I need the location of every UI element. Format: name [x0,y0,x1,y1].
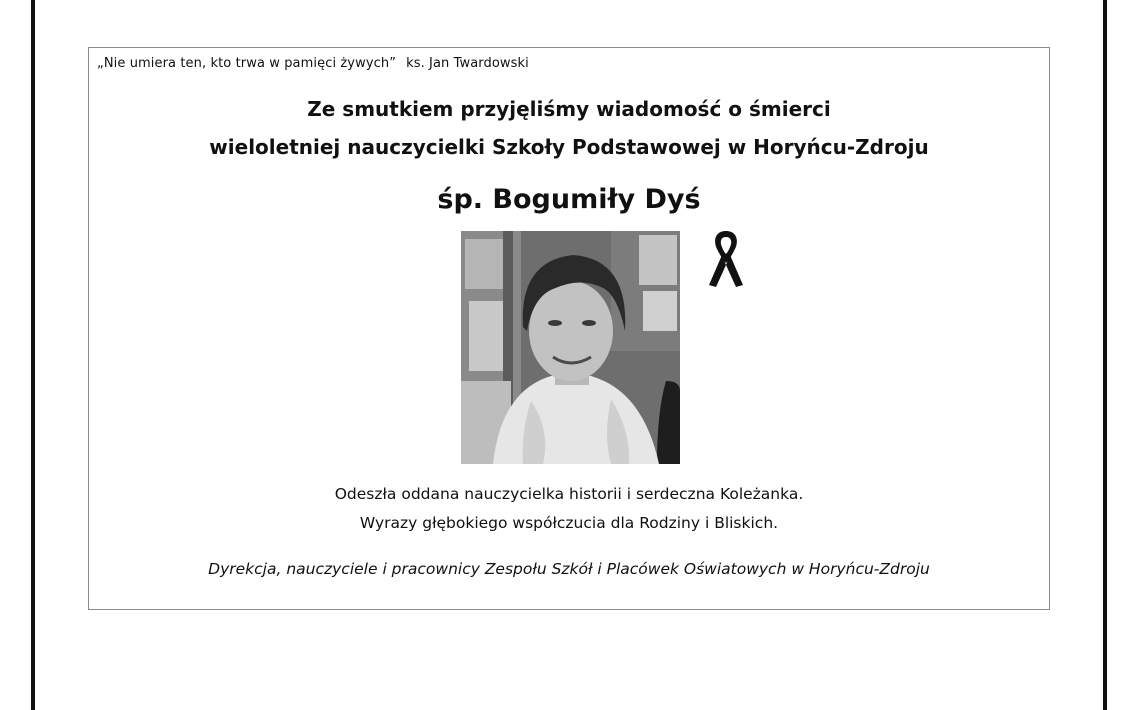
deceased-name: śp. Bogumiły Dyś [437,184,701,215]
obituary-notice [88,47,1050,610]
mourning-ribbon-icon [706,227,746,291]
epigraph-author: ks. Jan Twardowski [406,56,529,71]
headline-line-1: Ze smutkiem przyjęliśmy wiadomość o śmierci [307,97,831,121]
page-border-right [1103,0,1107,710]
page-border-left [31,0,35,710]
signature-line: Dyrekcja, nauczyciele i pracownicy Zespołu Szkół i Placówek Oświatowych w Horyńcu-Zdroju [208,560,930,578]
tribute-line-1: Odeszła oddana nauczycielka historii i serdeczna Koleżanka. [334,485,804,503]
epigraph-quote: „Nie umiera ten, kto trwa w pamięci żywych” [97,56,397,71]
condolence-line: Wyrazy głębokiego współczucia dla Rodziny i Bliskich. [359,514,779,532]
portrait-photo [461,231,680,464]
headline-line-2: wieloletniej nauczycielki Szkoły Podstawowej w Horyńcu-Zdroju [209,135,929,159]
epigraph [97,56,529,71]
